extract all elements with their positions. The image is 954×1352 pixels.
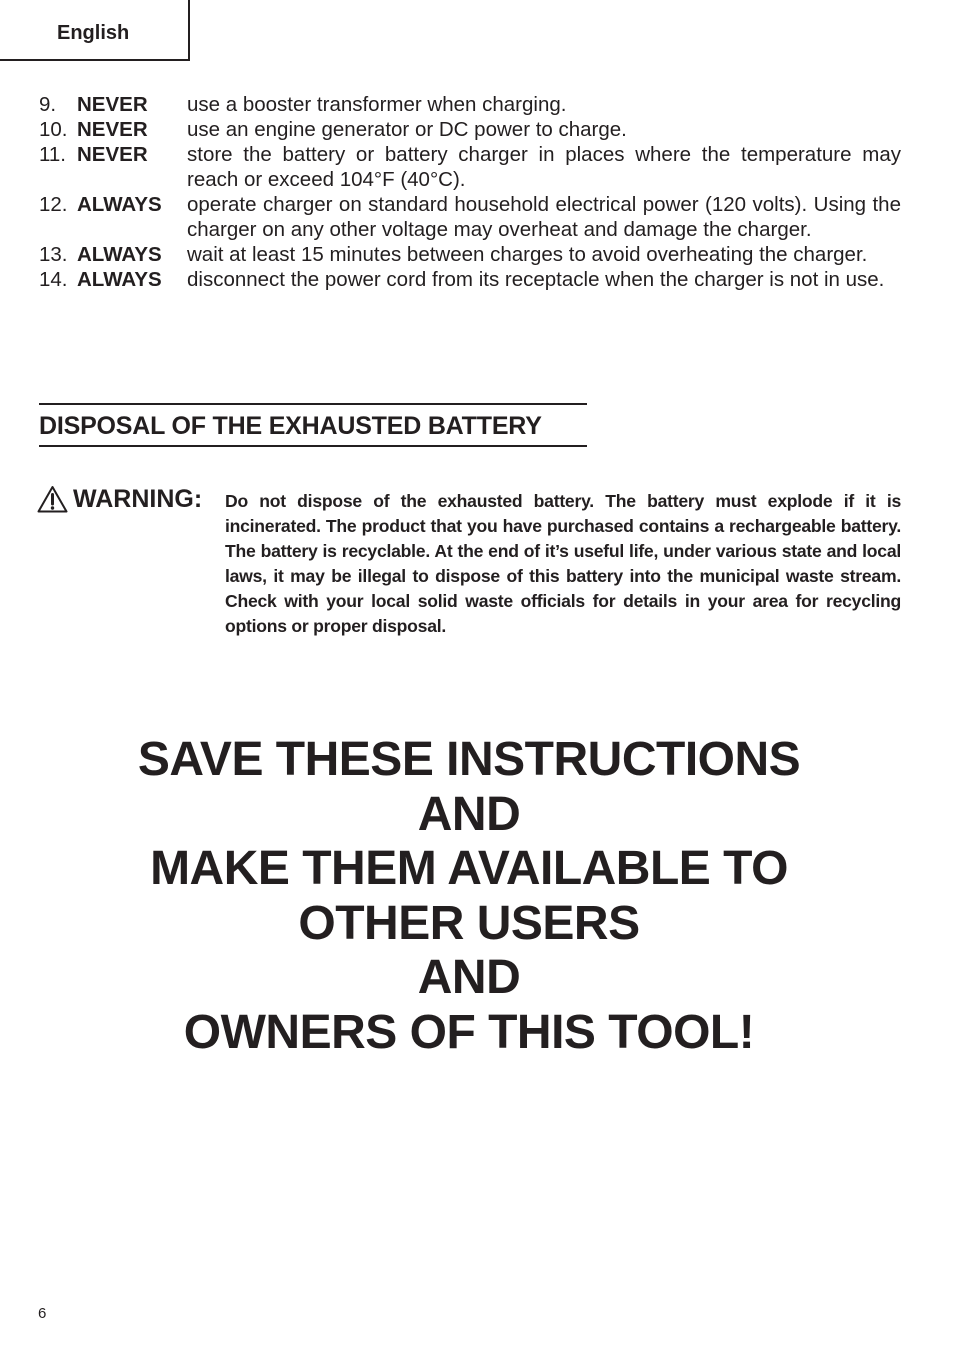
save-instructions-line: OWNERS OF THIS TOOL! xyxy=(183,1005,755,1059)
warning-text: Do not dispose of the exhausted battery. The battery must explode if it is incinerated. The product that you have purchased contains a rechargeable battery. The battery is recyclable. At the end of it’s useful life, under various state and local laws, it may be illegal to dispose of this battery into the municipal waste stream. Check with your local solid waste officials for details in your area for recycling options or proper disposal. xyxy=(225,491,901,636)
language-label: English xyxy=(57,22,130,44)
rule-number: 9. xyxy=(39,93,57,116)
rule-keyword: ALWAYS xyxy=(77,193,162,216)
save-instructions-line: AND xyxy=(417,787,521,841)
rule-keyword: NEVER xyxy=(77,93,148,116)
safety-rules-list xyxy=(39,92,901,292)
rule-number: 11. xyxy=(39,143,66,166)
rule-number: 12. xyxy=(39,193,68,216)
rule-text: operate charger on standard household electrical power (120 volts). Using the charger on any other voltage may overheat and damage the charger. xyxy=(187,193,901,241)
rule-number: 14. xyxy=(39,268,68,291)
save-instructions-line: AND xyxy=(417,951,521,1004)
rule-item xyxy=(39,142,901,192)
save-instructions-line: SAVE THESE INSTRUCTIONS xyxy=(137,733,801,786)
rule-number: 10. xyxy=(39,118,68,141)
warning-label: WARNING: xyxy=(73,485,203,513)
rule-item xyxy=(39,117,901,142)
rule-item xyxy=(39,192,901,242)
rule-item xyxy=(39,92,901,117)
rule-keyword: NEVER xyxy=(77,143,148,166)
rule-text: use a booster transformer when charging. xyxy=(187,93,567,116)
save-instructions-notice xyxy=(0,733,938,1060)
page-number: 6 xyxy=(38,1305,47,1322)
rule-text: disconnect the power cord from its receptacle when the charger is not in use. xyxy=(187,268,885,291)
rule-text: use an engine generator or DC power to charge. xyxy=(187,118,627,141)
warning-label-group xyxy=(37,484,202,514)
rule-item xyxy=(39,242,901,267)
rule-keyword: ALWAYS xyxy=(77,243,162,266)
rule-keyword: NEVER xyxy=(77,118,148,141)
disposal-section-heading: DISPOSAL OF THE EXHAUSTED BATTERY xyxy=(39,403,587,447)
rule-text: store the battery or battery charger in places where the temperature may reach or exceed 104°F (40°C). xyxy=(187,143,901,191)
rule-number: 13. xyxy=(39,243,68,266)
rule-text: wait at least 15 minutes between charges to avoid overheating the charger. xyxy=(187,243,868,266)
rule-keyword: ALWAYS xyxy=(77,268,162,291)
save-instructions-line: OTHER USERS xyxy=(298,896,640,950)
warning-triangle-icon xyxy=(37,485,68,513)
language-tab xyxy=(0,0,190,61)
save-instructions-line: MAKE THEM AVAILABLE TO xyxy=(150,842,788,895)
rule-item xyxy=(39,267,901,292)
